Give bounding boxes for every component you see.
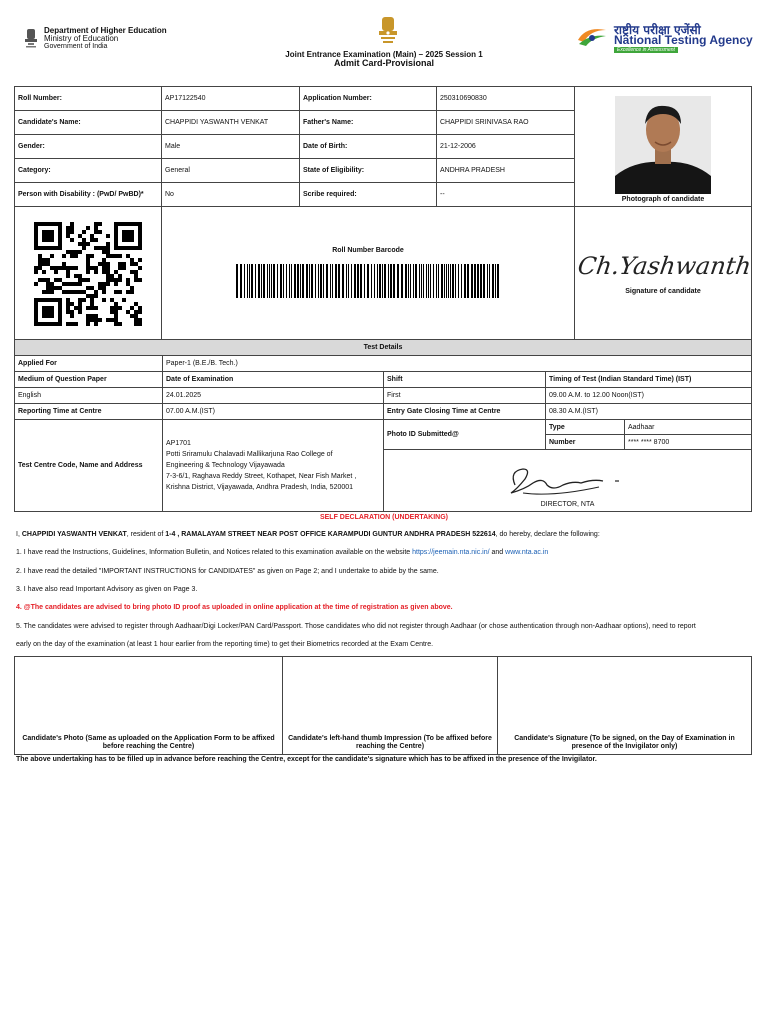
timing-value: 09.00 A.M. to 12.00 Noon(IST)	[546, 388, 752, 404]
dob-value: 21-12-2006	[437, 135, 575, 159]
medium-label: Medium of Question Paper	[15, 372, 163, 388]
undertaking-boxes-table	[14, 656, 752, 755]
category-label: Category:	[15, 159, 162, 183]
application-number-value: 250310690830	[437, 87, 575, 111]
nta-english-name: National Testing Agency	[614, 33, 753, 47]
declaration-point-1	[16, 544, 756, 562]
director-signature-icon	[503, 463, 633, 501]
signature-caption: Signature of candidate	[625, 288, 701, 295]
gender-label: Gender:	[15, 135, 162, 159]
shift-value: First	[384, 388, 546, 404]
centre-name-line-2: Engineering & Technology Vijayawada	[166, 462, 285, 469]
photo-id-label: Photo ID Submitted@	[384, 420, 546, 450]
id-type-value: Aadhaar	[625, 420, 752, 435]
qr-code-icon	[34, 222, 142, 326]
centre-name-line-1: Potti Sriramulu Chalavadi Mallikarjuna Rao College of	[166, 451, 333, 458]
reporting-time-value: 07.00 A.M.(IST)	[163, 404, 384, 420]
category-value: General	[162, 159, 300, 183]
test-centre-address	[163, 420, 384, 512]
intro-suffix: , do hereby, declare the following:	[495, 531, 600, 538]
id-number-label: Number	[546, 435, 625, 450]
centre-code: AP1701	[166, 440, 191, 447]
barcode-cell	[162, 207, 575, 341]
medium-value: English	[15, 388, 163, 404]
centre-address-line-1: 7-3-6/1, Raghava Reddy Street, Kothapet, Near Fish Market ,	[166, 473, 357, 480]
point-1-text: 1. I have read the Instructions, Guidelines, Information Bulletin, and Notices related to this examination available on the website	[16, 549, 413, 556]
declaration-intro	[16, 526, 756, 544]
gate-closing-label: Entry Gate Closing Time at Centre	[384, 404, 546, 420]
department-title: Department of Higher Education	[44, 26, 167, 35]
roll-number-value: AP17122540	[162, 87, 300, 111]
director-signature-cell	[384, 450, 752, 512]
declaration-point-5b: early on the day of the examination (at least 1 hour earlier from the reporting time) to get their Biometrics recorded at the Exam Centre.	[16, 641, 434, 648]
undertaking-note: The above undertaking has to be filled up in advance before reaching the Centre, except for the candidate's signature which has to be affixed in the presence of the Invigilator.	[16, 756, 597, 763]
intro-address: 1-4 , RAMALAYAM STREET NEAR POST OFFICE KARAMPUDI GUNTUR ANDHRA PRADESH 522614	[165, 531, 496, 538]
barcode-label: Roll Number Barcode	[332, 247, 404, 254]
scribe-label: Scribe required:	[300, 183, 437, 207]
application-number-label: Application Number:	[300, 87, 437, 111]
page-header	[0, 0, 768, 80]
declaration-point-3: 3. I have also read Important Advisory as given on Page 3.	[16, 586, 198, 593]
thumb-impression-box: Candidate's left-hand thumb Impression (To be affixed before reaching the Centre)	[283, 657, 498, 755]
nta-hindi-name: राष्ट्रीय परीक्षा एजेंसी	[614, 23, 701, 37]
applied-for-value: Paper-1 (B.E./B. Tech.)	[163, 356, 752, 372]
national-emblem-icon	[22, 27, 40, 49]
roll-number-barcode-icon	[236, 264, 500, 298]
declaration-point-2: 2. I have read the detailed "IMPORTANT INSTRUCTIONS for CANDIDATES" as given on Page 2; and I undertake to abide by the same.	[16, 568, 439, 575]
reporting-time-label: Reporting Time at Centre	[15, 404, 163, 420]
gate-closing-value: 08.30 A.M.(IST)	[546, 404, 752, 420]
father-name-label: Father's Name:	[300, 111, 437, 135]
photo-caption: Photograph of candidate	[621, 196, 705, 203]
id-type-label: Type	[546, 420, 625, 435]
pwd-value: No	[162, 183, 300, 207]
candidate-details-table	[14, 86, 752, 341]
director-title: DIRECTOR, NTA	[540, 501, 595, 508]
candidate-signature-box: Candidate's Signature (To be signed, on the Day of Examination in presence of the Invigilator only)	[498, 657, 752, 755]
photo-cell	[575, 87, 752, 207]
candidate-name-label: Candidate's Name:	[15, 111, 162, 135]
declaration-point-4: 4. @The candidates are advised to bring photo ID proof as uploaded in online application at the time of registration as given above.	[16, 604, 453, 611]
nta-website-link[interactable]: www.nta.ac.in	[505, 549, 549, 556]
father-name-value: CHAPPIDI SRINIVASA RAO	[437, 111, 575, 135]
exam-date-label: Date of Examination	[163, 372, 384, 388]
exam-date-value: 24.01.2025	[163, 388, 384, 404]
centre-address-line-2: Krishna District, Vijayawada, Andhra Pradesh, India, 520001	[166, 484, 354, 491]
state-value: ANDHRA PRADESH	[437, 159, 575, 183]
admit-card-title: Admit Card-Provisional	[333, 58, 434, 68]
candidate-signature: Ch.Yashwanth	[576, 252, 753, 280]
scribe-value: --	[437, 183, 575, 207]
nta-logo	[576, 20, 766, 56]
timing-label: Timing of Test (Indian Standard Time) (IST)	[546, 372, 752, 388]
ministry-name: Ministry of Education	[44, 34, 119, 43]
roll-number-label: Roll Number:	[15, 87, 162, 111]
government-name: Government of India	[44, 43, 108, 50]
point-1-and: and	[489, 549, 506, 556]
test-centre-label: Test Centre Code, Name and Address	[15, 420, 163, 512]
test-details-heading: Test Details	[15, 340, 752, 356]
id-number-value: **** **** 8700	[625, 435, 752, 450]
nta-tagline: Excellence in Assessment	[614, 47, 678, 53]
shift-label: Shift	[384, 372, 546, 388]
gender-value: Male	[162, 135, 300, 159]
intro-prefix: I,	[16, 531, 22, 538]
candidate-photo-box: Candidate's Photo (Same as uploaded on the Application Form to be affixed before reaching the Centre)	[15, 657, 283, 755]
intro-candidate-name: CHAPPIDI YASWANTH VENKAT	[21, 531, 127, 538]
declaration-point-5a: 5. The candidates were advised to register through Aadhaar/Digi Locker/PAN Card/Passport. Those candidates who did not register through Aadhaar (or chose authentication through non-Aadhaar options), need to report	[16, 623, 696, 630]
pwd-label: Person with Disability : (PwD/ PwBD)*	[15, 183, 162, 207]
candidate-name-value: CHAPPIDI YASWANTH VENKAT	[162, 111, 300, 135]
ministry-block	[22, 27, 167, 51]
applied-for-label: Applied For	[15, 356, 163, 372]
state-label: State of Eligibility:	[300, 159, 437, 183]
qr-code-cell	[15, 207, 162, 341]
jeemain-link[interactable]: https://jeemain.nta.nic.in/	[412, 549, 490, 556]
exam-title: Joint Entrance Examination (Main) – 2025 Session 1	[285, 50, 483, 59]
candidate-photo	[615, 96, 711, 194]
ashoka-emblem-icon	[375, 16, 401, 46]
test-details-table	[14, 339, 752, 512]
declaration-title: SELF DECLARATION (UNDERTAKING)	[319, 514, 449, 521]
dob-label: Date of Birth:	[300, 135, 437, 159]
intro-resident-text: , resident of	[126, 531, 166, 538]
nta-swoosh-icon	[576, 24, 608, 48]
candidate-photo-image	[615, 96, 711, 194]
signature-cell	[575, 207, 752, 341]
